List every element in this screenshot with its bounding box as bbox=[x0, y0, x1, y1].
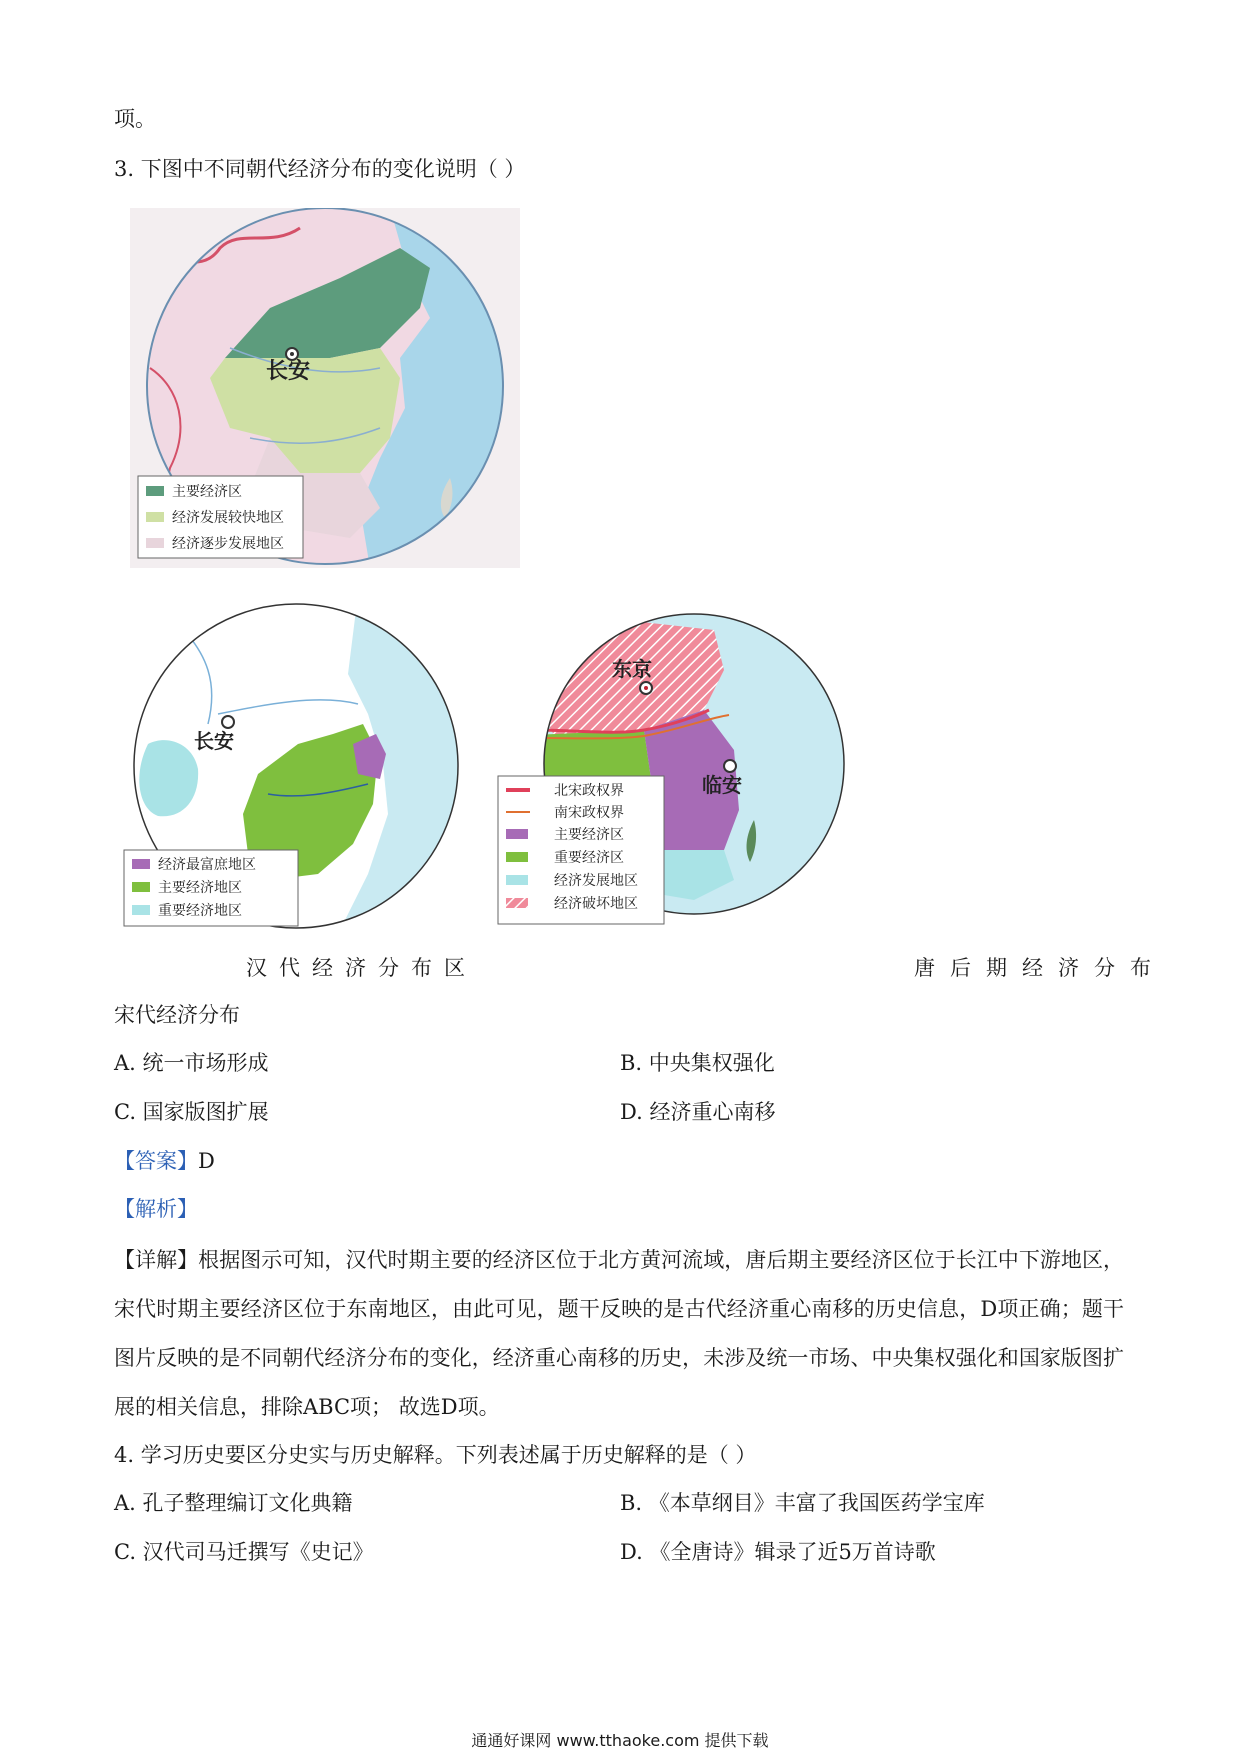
previous-answer-tail: 项。 bbox=[114, 107, 156, 131]
song-legend-6: 经济破坏地区 bbox=[554, 896, 638, 912]
linan-label: 临安 bbox=[702, 773, 742, 797]
song-legend-3: 主要经济区 bbox=[554, 827, 624, 843]
detail-text: 根据图示可知，汉代时期主要的经济区位于北方黄河流域，唐后期主要经济区位于长江中下游地区，宋代时期主要经济区位于东南地区，由此可见，题干反映的是古代经济重心南移的历史信息，D项正确；题干图片反映的是不同朝代经济分布的变化，经济重心南移的历史，未涉及统一市场、中央集权强化和国家版图扩展的相关信息，排除ABC项； 故选D项。 bbox=[114, 1248, 1124, 1419]
q4-option-c: C. 汉代司马迁撰写《史记》 bbox=[114, 1540, 374, 1564]
download-footer: 通通好课网 www.tthaoke.com 提供下载 bbox=[471, 1731, 769, 1750]
han-legend-1: 主要经济区 bbox=[172, 484, 242, 500]
answer-value: D bbox=[198, 1149, 215, 1173]
changan-label-tang: 长安 bbox=[194, 729, 234, 753]
question-4-stem: 4. 学习历史要区分史实与历史解释。下列表述属于历史解释的是（ ） bbox=[114, 1443, 757, 1467]
q3-option-b: B. 中央集权强化 bbox=[620, 1051, 775, 1075]
han-legend-2: 经济发展较快地区 bbox=[172, 510, 284, 526]
question-3-stem: 3. 下图中不同朝代经济分布的变化说明（ ） bbox=[114, 157, 526, 181]
detail-label: 【详解】 bbox=[114, 1248, 199, 1272]
q4-option-b: B. 《本草纲目》丰富了我国医药学宝库 bbox=[620, 1491, 985, 1515]
analysis-label: 【解析】 bbox=[114, 1197, 198, 1221]
caption-tang: 唐后期经济分布 bbox=[914, 956, 1166, 980]
song-economy-map bbox=[494, 600, 874, 930]
caption-han: 汉代经济分布区 bbox=[246, 956, 477, 980]
dongjing-label: 东京 bbox=[612, 657, 652, 681]
tang-legend-3: 重要经济地区 bbox=[158, 903, 242, 919]
q3-option-d: D. 经济重心南移 bbox=[620, 1100, 776, 1124]
q3-option-a: A. 统一市场形成 bbox=[114, 1051, 269, 1075]
late-tang-economy-map bbox=[118, 594, 468, 934]
q3-option-c: C. 国家版图扩展 bbox=[114, 1100, 269, 1124]
song-legend-2: 南宋政权界 bbox=[554, 805, 624, 821]
detail-paragraph bbox=[114, 1236, 1124, 1432]
song-legend-4: 重要经济区 bbox=[554, 850, 624, 866]
song-legend-5: 经济发展地区 bbox=[554, 873, 638, 889]
caption-song: 宋代经济分布 bbox=[114, 1003, 240, 1027]
han-legend-3: 经济逐步发展地区 bbox=[172, 536, 284, 552]
song-legend-1: 北宋政权界 bbox=[554, 783, 624, 799]
q4-option-a: A. 孔子整理编订文化典籍 bbox=[114, 1491, 353, 1515]
han-economy-map bbox=[130, 208, 520, 568]
q4-option-d: D. 《全唐诗》辑录了近5万首诗歌 bbox=[620, 1540, 936, 1564]
answer-line bbox=[114, 1146, 215, 1176]
answer-label: 【答案】 bbox=[114, 1149, 198, 1173]
changan-label-han: 长安 bbox=[266, 359, 311, 384]
tang-legend-2: 主要经济地区 bbox=[158, 880, 242, 896]
tang-legend-1: 经济最富庶地区 bbox=[158, 857, 256, 873]
